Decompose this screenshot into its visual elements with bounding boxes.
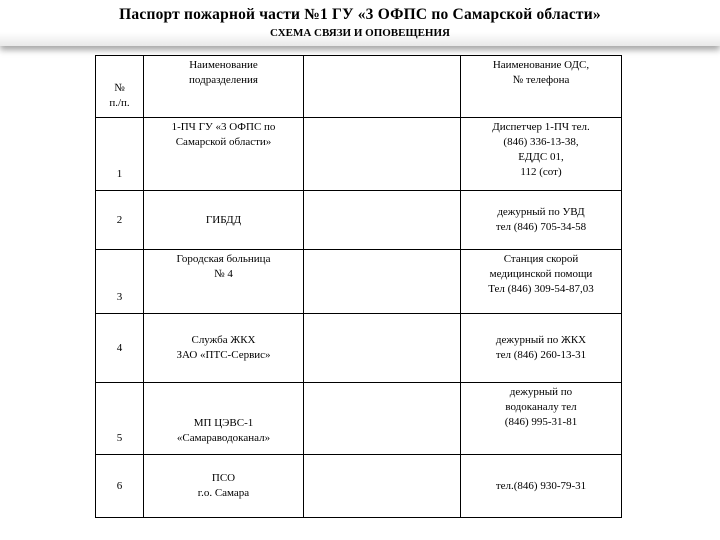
table-row bbox=[96, 250, 622, 314]
header-blank bbox=[304, 56, 461, 118]
row-num: 1 bbox=[96, 118, 144, 191]
table-header-row bbox=[96, 56, 622, 118]
row-num: 6 bbox=[96, 455, 144, 518]
header-name: Наименование подразделения bbox=[144, 56, 304, 118]
row-name: 1-ПЧ ГУ «3 ОФПС по Самарской области» bbox=[144, 118, 304, 191]
row-num: 3 bbox=[96, 250, 144, 314]
header-bar bbox=[0, 0, 720, 46]
page-title: Паспорт пожарной части №1 ГУ «3 ОФПС по Самарской области» bbox=[119, 6, 601, 23]
header-num: № п./п. bbox=[96, 56, 144, 118]
row-blank bbox=[304, 118, 461, 191]
row-num: 5 bbox=[96, 383, 144, 455]
table-row bbox=[96, 383, 622, 455]
header-ods: Наименование ОДС, № телефона bbox=[461, 56, 622, 118]
row-name: МП ЦЭВС-1 «Самараводоканал» bbox=[144, 383, 304, 455]
row-name: ПСО г.о. Самара bbox=[144, 455, 304, 518]
row-name: ГИБДД bbox=[144, 191, 304, 250]
row-name: Городская больница № 4 bbox=[144, 250, 304, 314]
row-blank bbox=[304, 455, 461, 518]
communication-scheme-table bbox=[95, 55, 622, 518]
row-blank bbox=[304, 191, 461, 250]
row-ods: Диспетчер 1-ПЧ тел. (846) 336-13-38, ЕДДС 01, 112 (сот) bbox=[461, 118, 622, 191]
row-blank bbox=[304, 250, 461, 314]
table-row bbox=[96, 191, 622, 250]
row-ods: Станция скорой медицинской помощи Тел (846) 309-54-87,03 bbox=[461, 250, 622, 314]
row-num: 4 bbox=[96, 314, 144, 383]
table-row bbox=[96, 118, 622, 191]
row-ods: дежурный по УВД тел (846) 705-34-58 bbox=[461, 191, 622, 250]
row-name: Служба ЖКХ ЗАО «ПТС-Сервис» bbox=[144, 314, 304, 383]
row-blank bbox=[304, 314, 461, 383]
page-subtitle: СХЕМА СВЯЗИ И ОПОВЕЩЕНИЯ bbox=[270, 27, 450, 39]
row-blank bbox=[304, 383, 461, 455]
row-ods: дежурный по водоканалу тел (846) 995-31-81 bbox=[461, 383, 622, 455]
row-ods: дежурный по ЖКХ тел (846) 260-13-31 bbox=[461, 314, 622, 383]
row-ods: тел.(846) 930-79-31 bbox=[461, 455, 622, 518]
row-num: 2 bbox=[96, 191, 144, 250]
table-row bbox=[96, 314, 622, 383]
table-row bbox=[96, 455, 622, 518]
